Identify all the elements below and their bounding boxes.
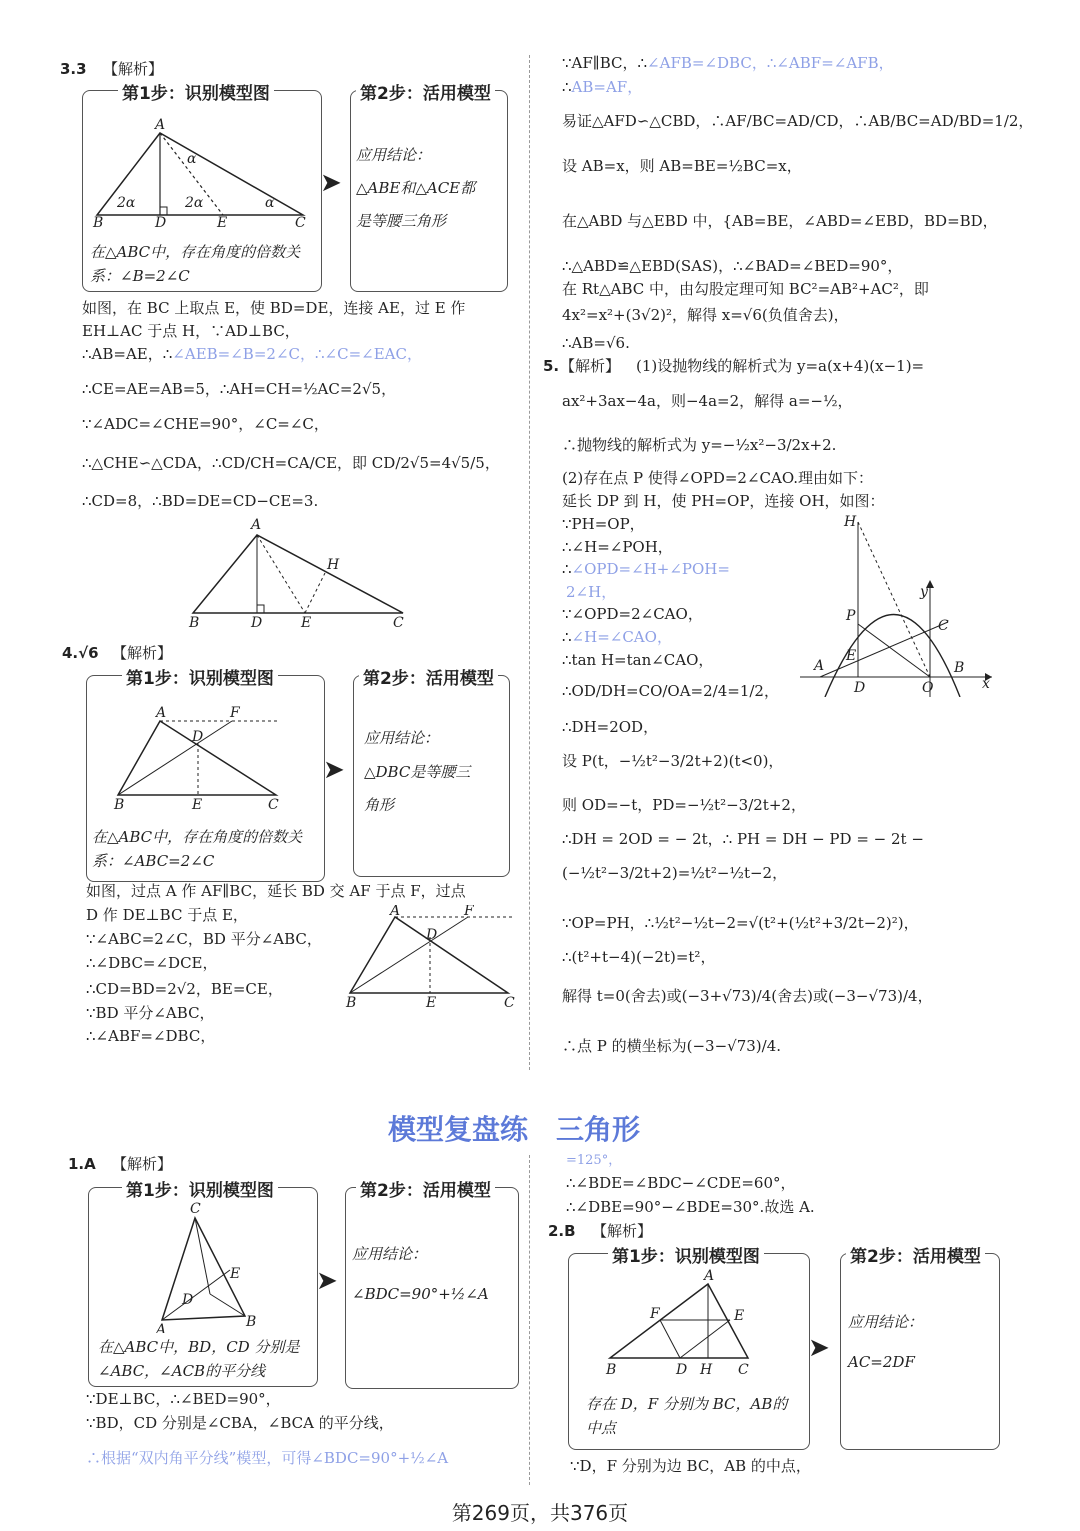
q5-line-c: ∴抛物线的解析式为 y=−½x²−3/2x+2.	[562, 436, 837, 454]
q3-line-1: 如图，在 BC 上取点 E，使 BD=DE，连接 AE，过 E 作	[82, 299, 466, 317]
q3-line-2: EH⊥AC 于点 H，∵AD⊥BC，	[82, 322, 300, 340]
column-divider	[529, 55, 530, 1070]
svg-text:A: A	[155, 117, 166, 133]
q4-box1-caption-1: 在△ABC中，存在角度的倍数关	[92, 828, 303, 846]
svg-text:C: C	[504, 995, 515, 1011]
svg-text:C: C	[738, 1362, 749, 1378]
q3-step2-title: 第2步：活用模型	[356, 79, 495, 104]
svg-text:D: D	[251, 615, 263, 631]
q4-line-2: D 作 DE⊥BC 于点 E，	[86, 906, 248, 924]
q3-line-3: ∴AB=AE，∴∠AEB=∠B=2∠C，∴∠C=∠EAC，	[82, 345, 422, 363]
b2-line-1: ∴∠BDE=∠BDC−∠CDE=60°，	[566, 1174, 796, 1192]
page-footer: 第269页，共376页	[451, 1501, 629, 1525]
svg-text:D: D	[676, 1362, 688, 1378]
svg-text:B: B	[954, 660, 965, 676]
svg-text:D: D	[854, 680, 866, 696]
section-title: 模型复盘练 三角形	[388, 1113, 641, 1146]
b2-box2-line-2: AC=2DF	[848, 1353, 915, 1371]
q5-number: 5.	[543, 357, 560, 375]
b1-box2-line-1: 应用结论：	[352, 1245, 428, 1263]
svg-text:E: E	[230, 1266, 241, 1282]
b1-step1-title: 第1步：识别模型图	[122, 1176, 278, 1201]
r-line-5: 在△ABD 与△EBD 中，{AB=BE，∠ABD=∠EBD，BD=BD，	[562, 212, 998, 230]
q5-line-s: ∴(t²+t−4)(−2t)=t²，	[562, 948, 716, 966]
svg-text:E: E	[217, 215, 228, 231]
q5-line-a: (1)设抛物线的解析式为 y=a(x+4)(x−1)=	[636, 357, 925, 375]
b2-line-3: ∵D，F 分别为边 BC，AB 的中点，	[570, 1457, 811, 1475]
r-line-1: ∵AF∥BC，∴∠AFB=∠DBC，∴∠ABF=∠AFB，	[562, 54, 894, 72]
q3-box1-caption-1: 在△ABC中，存在角度的倍数关	[90, 243, 301, 261]
q4-solution-figure	[340, 905, 525, 1015]
arrow-icon: ➤	[320, 168, 342, 198]
q3-box2-line-3: 是等腰三角形	[356, 212, 447, 230]
q4-line-6: ∵BD 平分∠ABC，	[86, 1004, 215, 1022]
svg-text:B: B	[93, 215, 104, 231]
q3-box2-line-2: △ABE和△ACE都	[356, 179, 476, 197]
svg-text:B: B	[189, 615, 200, 631]
q4-step2-title: 第2步：活用模型	[359, 664, 498, 689]
b2-line-2: ∴∠DBE=90°−∠BDE=30°.故选 A.	[566, 1198, 815, 1216]
q5-line-j: ∴∠H=∠CAO，	[562, 628, 672, 646]
b1-line-3: ∴根据“双内角平分线”模型，可得∠BDC=90°+½∠A	[86, 1449, 449, 1467]
svg-text:2α: 2α	[117, 195, 136, 211]
q3-line-6: ∴△CHE∽△CDA，∴CD/CH=CA/CE，即 CD/2√5=4√5/5，	[82, 454, 500, 472]
svg-text:α: α	[265, 195, 275, 211]
svg-text:C: C	[938, 618, 949, 634]
svg-text:F: F	[230, 705, 240, 721]
q3-tag: 【解析】	[103, 60, 164, 78]
svg-text:O: O	[922, 680, 934, 696]
q5-line-h: ∴∠OPD=∠H+∠POH=	[562, 560, 730, 578]
r-line-9: ∴AB=√6.	[562, 334, 630, 352]
q4-tag: 【解析】	[112, 644, 173, 662]
q5-parabola-figure	[800, 512, 995, 697]
r-line-4: 设 AB=x，则 AB=BE=½BC=x，	[562, 157, 802, 175]
b1-box1-caption-1: 在△ABC中，BD，CD 分别是	[98, 1338, 300, 1356]
svg-text:C: C	[295, 215, 306, 231]
b1-tag: 【解析】	[112, 1155, 173, 1173]
b2-box1-caption-1: 存在 D，F 分别为 BC，AB的	[586, 1395, 788, 1413]
svg-text:A: A	[704, 1268, 715, 1284]
b2-line-0: =125°，	[566, 1153, 622, 1168]
svg-text:H: H	[844, 514, 857, 530]
q4-number: 4.√6	[62, 644, 99, 662]
q5-line-g: ∴∠H=∠POH，	[562, 538, 673, 556]
q3-solution-figure	[185, 513, 415, 633]
q5-line-k: ∴tan H=tan∠CAO，	[562, 651, 714, 669]
q5-tag: 【解析】	[560, 357, 621, 375]
q5-line-l: ∴OD/DH=CO/OA=2/4=1/2，	[562, 682, 779, 700]
b1-line-2: ∵BD，CD 分别是∠CBA，∠BCA 的平分线，	[86, 1414, 394, 1432]
q5-line-h3: 2∠H，	[566, 583, 617, 601]
b2-box1-caption-2: 中点	[586, 1419, 617, 1437]
svg-text:H: H	[327, 557, 340, 573]
q3-number: 3.3	[60, 60, 87, 78]
svg-text:B: B	[114, 797, 125, 813]
svg-text:E: E	[192, 797, 203, 813]
q4-box2-line-2: △DBC是等腰三	[364, 763, 471, 781]
q5-line-f: ∵PH=OP，	[562, 515, 645, 533]
b2-step2-title: 第2步：活用模型	[846, 1242, 985, 1267]
svg-text:A: A	[156, 1322, 167, 1333]
svg-text:E: E	[734, 1308, 745, 1324]
r-line-6: ∴△ABD≌△EBD(SAS)，∴∠BAD=∠BED=90°，	[562, 257, 903, 275]
q4-line-3: ∵∠ABC=2∠C，BD 平分∠ABC，	[86, 930, 322, 948]
svg-text:α: α	[187, 151, 197, 167]
arrow-icon: ➤	[808, 1333, 830, 1363]
svg-text:A: A	[156, 705, 167, 721]
q4-model-figure	[110, 705, 310, 815]
r-line-8: 4x²=x²+(3√2)²，解得 x=√6(负值舍去)，	[562, 306, 849, 324]
arrow-icon: ➤	[323, 755, 345, 785]
b1-box2-line-2: ∠BDC=90°+½∠A	[352, 1285, 489, 1303]
q4-line-4: ∴∠DBC=∠DCE，	[86, 954, 218, 972]
column-divider-bottom	[529, 1155, 530, 1485]
q5-line-e: 延长 DP 到 H，使 PH=OP，连接 OH，如图：	[562, 492, 885, 510]
q5-line-b: ax²+3ax−4a，则−4a=2，解得 a=−½，	[562, 392, 853, 410]
b1-step2-title: 第2步：活用模型	[356, 1176, 495, 1201]
q5-line-t: 解得 t=0(舍去)或(−3+√73)/4(舍去)或(−3−√73)/4，	[562, 987, 933, 1005]
b2-box2-line-1: 应用结论：	[848, 1313, 924, 1331]
q4-box1-caption-2: 系：∠ABC=2∠C	[92, 852, 215, 870]
svg-text:A: A	[251, 517, 262, 533]
q5-line-u: ∴点 P 的横坐标为(−3−√73)/4.	[562, 1037, 782, 1055]
q3-box2-line-1: 应用结论：	[356, 146, 432, 164]
q3-line-5: ∵∠ADC=∠CHE=90°，∠C=∠C，	[82, 415, 329, 433]
b2-step1-title: 第1步：识别模型图	[608, 1242, 764, 1267]
q3-box1-caption-2: 系：∠B=2∠C	[90, 267, 190, 285]
svg-text:F: F	[650, 1306, 660, 1322]
q3-line-7: ∴CD=8，∴BD=DE=CD−CE=3.	[82, 492, 319, 510]
svg-text:y: y	[920, 584, 928, 600]
q5-line-d: (2)存在点 P 使得∠OPD=2∠CAO.理由如下：	[562, 469, 874, 487]
b1-box1-caption-2: ∠ABC，∠ACB的平分线	[98, 1362, 266, 1380]
svg-text:B: B	[346, 995, 357, 1011]
svg-text:2α: 2α	[185, 195, 204, 211]
q4-line-1: 如图，过点 A 作 AF∥BC，延长 BD 交 AF 于点 F，过点	[86, 882, 466, 900]
q5-line-r: ∵OP=PH，∴½t²−½t−2=√(t²+(½t²+3/2t−2)²)，	[562, 914, 919, 932]
b1-model-figure	[140, 1198, 280, 1333]
svg-text:F: F	[464, 905, 474, 919]
q3-step1-title: 第1步：识别模型图	[118, 79, 274, 104]
svg-text:E: E	[426, 995, 437, 1011]
q5-line-n: 设 P(t，−½t²−3/2t+2)(t<0)，	[562, 752, 784, 770]
svg-text:B: B	[246, 1314, 257, 1330]
svg-text:D: D	[182, 1292, 194, 1308]
q3-line-4: ∴CE=AE=AB=5，∴AH=CH=½AC=2√5，	[82, 380, 397, 398]
svg-text:C: C	[190, 1201, 201, 1217]
svg-text:D: D	[192, 729, 204, 745]
q3-model-figure	[85, 115, 315, 235]
q5-line-o: 则 OD=−t，PD=−½t²−3/2t+2，	[562, 796, 806, 814]
r-line-7: 在 Rt△ABC 中，由勾股定理可知 BC²=AB²+AC²，即	[562, 280, 929, 298]
svg-text:A: A	[814, 658, 825, 674]
q4-box2-line-3: 角形	[364, 796, 395, 814]
svg-text:H: H	[700, 1362, 713, 1378]
r-line-3: 易证△AFD∽△CBD，∴AF/BC=AD/CD，∴AB/BC=AD/BD=1/2，	[562, 112, 1034, 130]
r-line-2: ∴AB=AF，	[562, 78, 643, 96]
q4-line-7: ∴∠ABF=∠DBC，	[86, 1027, 216, 1045]
svg-text:E: E	[301, 615, 312, 631]
svg-text:C: C	[268, 797, 279, 813]
q4-box2-line-1: 应用结论：	[364, 729, 440, 747]
q5-line-p: ∴DH = 2OD = − 2t，∴ PH = DH − PD = − 2t −	[562, 830, 924, 848]
svg-text:P: P	[846, 608, 856, 624]
q5-line-q: (−½t²−3/2t+2)=½t²−½t−2，	[562, 864, 788, 882]
b2-tag: 【解析】	[592, 1222, 653, 1240]
b2-model-figure	[600, 1268, 770, 1378]
svg-text:D: D	[426, 927, 438, 943]
svg-text:B: B	[606, 1362, 617, 1378]
svg-text:C: C	[393, 615, 404, 631]
q4-step1-title: 第1步：识别模型图	[122, 664, 278, 689]
b2-number: 2.B	[548, 1222, 576, 1240]
b1-number: 1.A	[68, 1155, 96, 1173]
b1-line-1: ∵DE⊥BC，∴∠BED=90°，	[86, 1390, 281, 1408]
svg-text:D: D	[155, 215, 167, 231]
arrow-icon: ➤	[316, 1266, 338, 1296]
svg-text:x: x	[982, 676, 990, 692]
q5-line-m: ∴DH=2OD，	[562, 718, 659, 736]
svg-text:E: E	[846, 648, 857, 664]
svg-text:A: A	[390, 905, 401, 919]
q4-line-5: ∴CD=BD=2√2，BE=CE，	[86, 980, 283, 998]
q5-line-i: ∵∠OPD=2∠CAO，	[562, 605, 703, 623]
